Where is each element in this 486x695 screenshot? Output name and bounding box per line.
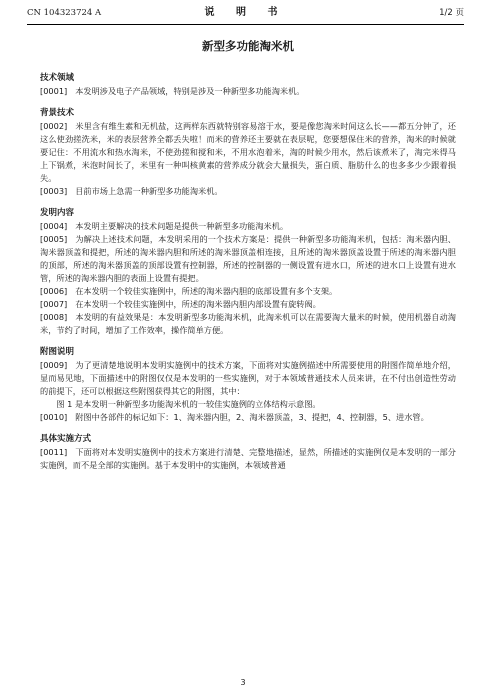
paragraph-number: [0007] <box>40 299 68 309</box>
paragraph-0010 <box>40 411 456 424</box>
paragraph-number: [0004] <box>40 221 68 231</box>
header-rule <box>27 24 464 25</box>
paragraph-0007 <box>40 298 456 311</box>
page-header <box>27 4 464 22</box>
paragraph-text: 下面将对本发明实施例中的技术方案进行清楚、完整地描述，显然，所描述的实施例仅是本发明的一部分实施例，而不是全部的实施例。基于本发明中的实施例，本领域普通 <box>40 447 456 470</box>
paragraph-number: [0011] <box>40 447 68 457</box>
paragraph-text: 为了更清楚地说明本发明实施例中的技术方案，下面将对实施例描述中所需要使用的附图作简单地介绍，显而易见地，下面描述中的附图仅仅是本发明的一些实施例，对于本领域普通技术人员来讲，在不付出创造性劳动的前提下，还可以根据这些附图获得其它的附图，其中： <box>40 360 456 396</box>
paragraph-0004 <box>40 220 456 233</box>
paragraph-text: 目前市场上急需一种新型多功能淘米机。 <box>75 186 223 196</box>
paragraph-0005 <box>40 233 456 285</box>
paragraph-text: 附图中各部件的标记如下：1、淘米器内胆，2、淘米器顶盖，3、提把，4、控制器，5、进水管。 <box>75 412 429 422</box>
paragraph-number: [0008] <box>40 312 68 322</box>
page-indicator: 1/2 页 <box>439 8 464 18</box>
paragraph-0002 <box>40 120 456 185</box>
paragraph-text: 本发明主要解决的技术问题是提供一种新型多功能淘米机。 <box>75 221 289 231</box>
paragraph-0011 <box>40 446 456 472</box>
paragraph-text: 在本发明一个较佳实施例中，所述的淘米器内胆的底部设置有多个支架。 <box>75 286 338 296</box>
paragraph-text: 在本发明一个较佳实施例中，所述的淘米器内胆内部设置有旋转阀。 <box>75 299 321 309</box>
paragraph-number: [0006] <box>40 286 68 296</box>
paragraph-text: 为解决上述技术问题，本发明采用的一个技术方案是：提供一种新型多功能淘米机，包括：淘米器内胆、淘米器顶盖和提把，所述的淘米器内胆和所述的淘米器顶盖相连接，且所述的淘米器顶盖设置于所述的淘米器内胆的顶部，所述的淘米器顶盖的顶部设置有控制器，所述的控制器的一侧设置有进水口，所述的进水口上设置有进水管，所述的淘米器内胆的表面上设置有提把。 <box>40 234 456 283</box>
paragraph-number: [0003] <box>40 186 68 196</box>
document-title: 新型多功能淘米机 <box>202 39 294 53</box>
paragraph-0008 <box>40 311 456 337</box>
paragraph-0003 <box>40 185 456 198</box>
paragraph-0006 <box>40 285 456 298</box>
paragraph-number: [0010] <box>40 412 68 422</box>
figure-caption: 图 1 是本发明一种新型多功能淘米机的一较佳实施例的立体结构示意图。 <box>56 399 321 409</box>
paragraph-0009 <box>40 359 456 398</box>
section-tech-field: 技术领域 <box>40 73 75 83</box>
paragraph-number: [0001] <box>40 86 68 96</box>
document-body <box>40 38 456 472</box>
section-embodiment: 具体实施方式 <box>40 434 92 444</box>
paragraph-text: 本发明涉及电子产品领域，特别是涉及一种新型多功能淘米机。 <box>75 86 305 96</box>
paragraph-text: 米里含有维生素和无机盐，这两样东西就特别容易溶于水，要是像您淘米时间这么长——都五分钟了，还这么使劲搓洗米，米的表层营养全都丢失啦！而米的营养还主要就在表层呢，您要想保住米的营养，淘米的时候就要记住：不用流水和热水淘米，不使劲搓和搅和米，不用水泡着米，淘的时候少用水，然后该煮米了，淘完米得马上下锅煮，米泡时间长了，米里有一种叫核黄素的营养成分就会大量损失，蛋白质、脂肪什么的也多多少少跟着损失。 <box>40 121 456 183</box>
publication-number: CN 104323724 A <box>27 8 102 18</box>
header-title: 说 明 书 <box>204 7 287 18</box>
paragraph-number: [0002] <box>40 121 68 131</box>
page-number: 3 <box>240 678 246 687</box>
section-summary: 发明内容 <box>40 208 75 218</box>
section-background: 背景技术 <box>40 108 75 118</box>
section-drawings: 附图说明 <box>40 347 75 357</box>
paragraph-text: 本发明的有益效果是：本发明新型多功能淘米机，此淘米机可以在需要淘大量米的时候，使用机器自动淘米，节约了时间，增加了工作效率，操作简单方便。 <box>40 312 456 335</box>
paragraph-number: [0009] <box>40 360 68 370</box>
paragraph-number: [0005] <box>40 234 68 244</box>
paragraph-0001 <box>40 85 456 98</box>
